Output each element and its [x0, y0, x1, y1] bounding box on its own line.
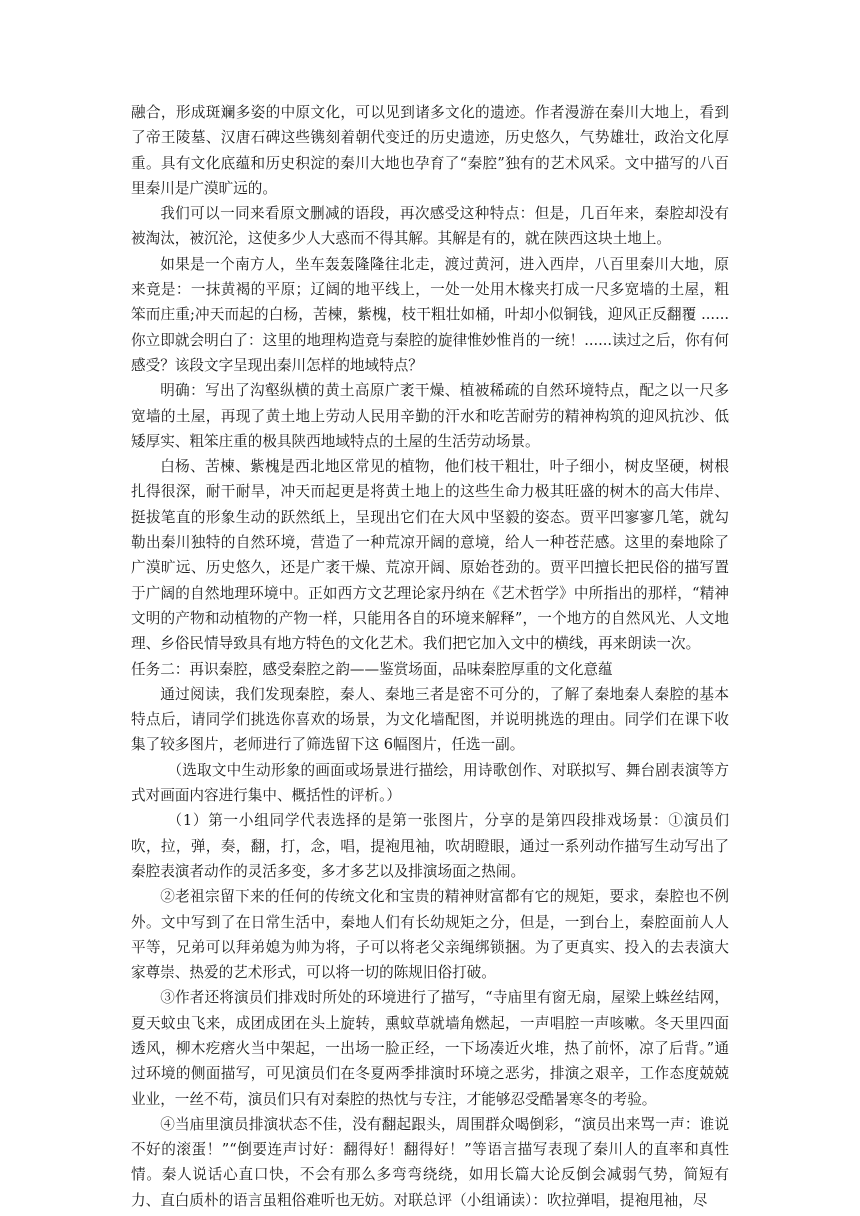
task-two-heading: 任务二：再识秦腔，感受秦腔之韵——鉴赏场面，品味秦腔厚重的文化意蕴: [131, 660, 613, 678]
paragraph-point-three: ③作者还将演员们排戏时所处的环境进行了描写，“寺庙里有窗无扇，屋梁上蛛丝结网，夏天蚊虫飞来，成团成团在头上旋转，熏蚊草就墙角燃起，一声唱腔一声咳嗽。冬天里四面透风，柳木疙瘩火当中架起，一出场一脸正经，一下场凑近火堆，热了前怀，凉了后背。”通过环境的侧面描写，可见演员们在冬夏两季排演时环境之恶劣，排演之艰辛，工作态度兢兢业业，一丝不苟，演员们只有对秦腔的热忱与专注，才能够忍受酷暑寒冬的考验。: [131, 989, 729, 1108]
paragraph-point-two: ②老祖宗留下来的任何的传统文化和宝贵的精神财富都有它的规矩，要求，秦腔也不例外。文中写到了在日常生活中，秦地人们有长幼规矩之分，但是，一到台上，秦腔面前人人平等，兄弟可以拜弟媳为帅为将，子可以将老父亲绳绑锁捆。为了更真实、投入的去表演大家尊崇、热爱的艺术形式，可以将一切的陈规旧俗打破。: [131, 888, 729, 982]
document-page: [131, 100, 729, 1213]
paragraph-plant-analysis: 白杨、苦楝、紫槐是西北地区常见的植物，他们枝干粗壮，叶子细小，树皮坚硬，树根扎得很深，耐干耐旱，冲天而起更是将黄土地上的这些生命力极其旺盛的树木的高大伟岸、挺拔笔直的形象生动的跃然纸上，呈现出它们在大风中坚毅的姿态。贾平凹寥寥几笔，就勾勒出秦川独特的自然环境，营造了一种荒凉开阔的意境，给人一种苍茫感。这里的秦地除了广漠旷远、历史悠久，还是广袤干燥、荒凉开阔、原始苍劲的。贾平凹擅长把民俗的描写置于广阔的自然地理环境中。正如西方文艺理论家丹纳在《艺术哲学》中所指出的那样，“精神文明的产物和动植物的产物一样，只能用各自的环境来解释”，一个地方的自然风光、人文地理、乡俗民情导致具有地方特色的文化艺术。我们把它加入文中的横线，再来朗读一次。: [131, 458, 729, 653]
paragraph-deleted-passage: 我们可以一同来看原文删减的语段，再次感受这种特点：但是，几百年来，秦腔却没有被淘汰，被沉沦，这使多少人大惑而不得其解。其解是有的，就在陕西这块土地上。: [131, 205, 729, 248]
paragraph-task-instruction: 通过阅读，我们发现秦腔，秦人、秦地三者是密不可分的，了解了秦地秦人秦腔的基本特点后，请同学们挑选你喜欢的场景，为文化墙配图，并说明挑选的理由。同学们在课下收集了较多图片，老师进行了筛选留下这 6幅图片，任选一副。: [131, 685, 729, 754]
paragraph-intro-continued: 融合，形成斑斓多姿的中原文化，可以见到诸多文化的遗迹。作者漫游在秦川大地上，看到了帝王陵墓、汉唐石碑这些镌刻着朝代变迁的历史遗迹，历史悠久，气势雄壮，政治文化厚重。具有文化底蕴和历史积淀的秦川大地也孕育了“秦腔”独有的艺术风采。文中描写的八百里秦川是广漠旷远的。: [131, 104, 729, 197]
paragraph-clarification: 明确：写出了沟壑纵横的黄土高原广袤干燥、植被稀疏的自然环境特点，配之以一尺多宽墙的土屋，再现了黄土地上劳动人民用辛勤的汗水和吃苦耐劳的精神构筑的迎风抗沙、低矮厚实、粗笨庄重的极具陕西地域特点的土屋的生活劳动场景。: [131, 382, 729, 450]
paragraph-southerner-quote: 如果是一个南方人，坐车轰轰隆隆往北走，渡过黄河，进入西岸，八百里秦川大地，原来竟是：一抹黄褐的平原；辽阔的地平线上，一处一处用木椽夹打成一尺多宽墙的土屋，粗笨而庄重;冲天而起的白杨，苦楝，紫槐，枝干粗壮如桶，叶却小似铜钱，迎风正反翻覆 ......你立即就会明白了：这里的地理构造竟与秦腔的旋律惟妙惟肖的一统！......读过之后，你有何感受？该段文字呈现出秦川怎样的地域特点？: [131, 255, 729, 374]
paragraph-group-one: （1）第一小组同学代表选择的是第一张图片，分享的是第四段排戏场景：①演员们吹，拉，弹，奏，翻，打，念，唱，提袍甩袖，吹胡瞪眼，通过一系列动作描写生动写出了秦腔表演者动作的灵活多变，多才多艺以及排演场面之热闹。: [131, 812, 729, 880]
paragraph-point-four: ④当庙里演员排演状态不佳，没有翻起跟头，周围群众喝倒彩，“演员出来骂一声：谁说不好的滚蛋！”“倒要连声讨好：翻得好！翻得好！”等语言描写表现了秦川人的直率和真性情。秦人说话心直口快，不会有那么多弯弯绕绕，如用长篇大论反倒会减弱气势，简短有力、直白质朴的语言虽粗俗难听也无妨。对联总评（小组诵读）：吹拉弹唱，提袍甩袖，尽: [131, 1115, 729, 1209]
paragraph-task-note: （选取文中生动形象的画面或场景进行描绘，用诗歌创作、对联拟写、舞台剧表演等方式对画面内容进行集中、概括性的评析。）: [131, 761, 729, 805]
